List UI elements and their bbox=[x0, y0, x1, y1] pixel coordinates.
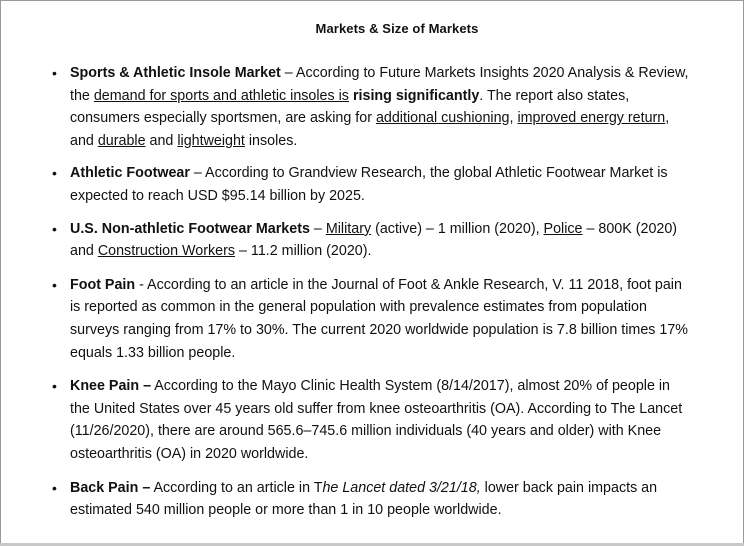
bullet-dot: • bbox=[52, 65, 57, 81]
underlined-phrase: durable bbox=[97, 132, 146, 149]
bullet-heading: Athletic Footwear bbox=[70, 165, 190, 182]
bullet-heading: Back Pain – bbox=[70, 479, 151, 496]
bullet-dot: • bbox=[52, 220, 57, 237]
bullet-text: and bbox=[145, 132, 178, 149]
bullet-sports-insole-market bbox=[52, 62, 692, 152]
bullet-heading: Knee Pain – bbox=[70, 378, 152, 395]
market-bullet-list bbox=[52, 62, 692, 522]
bullet-text: , bbox=[509, 110, 518, 127]
bullet-text: (active) – 1 million (2020), bbox=[371, 220, 544, 237]
bullet-foot-pain bbox=[52, 274, 692, 364]
bullet-text: lower back pain impacts an estimated 540 million people or more than 1 in 10 people worldwide. bbox=[70, 479, 658, 519]
bullet-heading: Foot Pain bbox=[70, 276, 136, 293]
bullet-text: , and bbox=[70, 110, 670, 149]
bullet-dot: • bbox=[52, 378, 57, 395]
bullet-athletic-footwear bbox=[52, 162, 692, 207]
bullet-text: – According to Future Markets Insights 2020 Analysis & Review, the bbox=[70, 65, 689, 104]
bullet-non-athletic-footwear bbox=[52, 218, 692, 263]
underlined-phrase: Police bbox=[543, 220, 583, 237]
underlined-phrase: additional cushioning bbox=[375, 110, 510, 127]
bullet-text: - According to an article in the Journal of Foot & Ankle Research, V. 11 2018, foot pain is reported as common in the general population with prevalence estimates from population surveys ranging from 17% to 30%. The current 2020 worldwide population is 7.8 billion times 17% equals 1.33 billion people. bbox=[70, 276, 689, 361]
underlined-phrase: improved energy return bbox=[517, 110, 666, 127]
underlined-phrase: Military bbox=[325, 220, 372, 237]
bullet-text: According to an article in T bbox=[150, 479, 323, 496]
bullet-heading: U.S. Non-athletic Footwear Markets bbox=[70, 220, 310, 237]
bullet-text: insoles. bbox=[244, 132, 298, 149]
bullet-text: – 11.2 million (2020). bbox=[235, 243, 372, 260]
bold-phrase: rising significantly bbox=[352, 87, 480, 104]
underlined-phrase: demand for sports and athletic insoles is bbox=[93, 87, 349, 104]
bullet-dot: • bbox=[52, 479, 57, 496]
bullet-text: – 800K (2020) and bbox=[70, 220, 678, 260]
bullet-text: – According to Grandview Research, the global Athletic Footwear Market is expected to reach USD $95.14 billion by 2025. bbox=[70, 165, 668, 204]
document-title: Markets & Size of Markets bbox=[315, 21, 479, 36]
bullet-dot: • bbox=[52, 165, 57, 182]
bullet-text: – bbox=[309, 220, 326, 237]
bullet-heading: Sports & Athletic Insole Market bbox=[70, 65, 281, 81]
underlined-phrase: lightweight bbox=[177, 132, 245, 149]
underlined-phrase: Construction Workers bbox=[97, 243, 236, 260]
bullet-knee-pain bbox=[52, 375, 692, 465]
bullet-dot: • bbox=[52, 276, 57, 293]
italic-citation: he Lancet dated 3/21/18, bbox=[322, 479, 481, 496]
bullet-text: According to the Mayo Clinic Health System (8/14/2017), almost 20% of people in the United States over 45 years old suffer from knee osteoarthritis (OA). According to The Lancet (11/26/2020), there are around 565.6–745.6 million individuals (40 years and older) with Knee osteoarthritis (OA) in 2020 worldwide. bbox=[70, 378, 683, 462]
bullet-back-pain bbox=[52, 477, 692, 522]
bullet-text: . The report also states, consumers especially sportsmen, are asking for bbox=[70, 87, 630, 127]
